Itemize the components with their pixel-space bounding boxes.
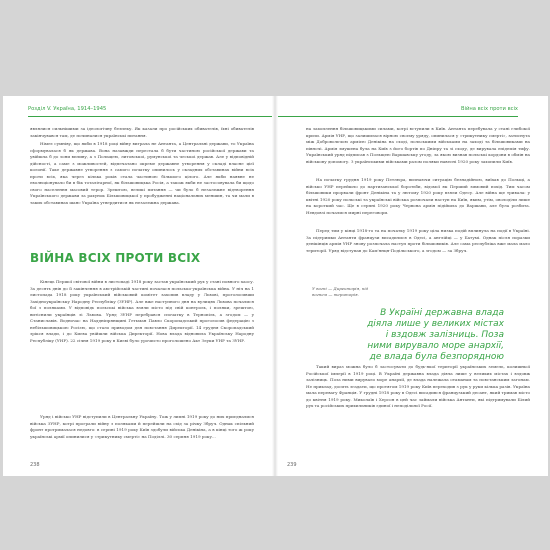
running-header-right [461, 106, 518, 112]
header-text-left: Розділ V. Україна, 1914–1945 [28, 106, 107, 112]
section-title: ВІЙНА ВСІХ ПРОТИ ВСІХ [30, 251, 201, 265]
right-page [276, 96, 548, 476]
right-paragraph-3: Перед тим у кінці 1918-го та на початку 1919 року ціла низка подій вплинула на події в Україні. За підтримки Антанти французи висадилися в Одесі, а англійці — у Батумі. Однак після поразки денікінців армія УНР знову розпочала наступ проти більшовиків. Але сама республіка вже мала мало території. Уряд відступав до Кам'янця-Подільського, а згодом — за Збруч. [306, 228, 530, 253]
intro-paragraph-1: являлися сильнішими за ідеологічну безпеку. Як казали про російських обивателів, їхні обивателів закінчувався там, де починалися українські питання. [30, 126, 254, 138]
intro-paragraph-2: Німеє сумніву, що якби в 1918 році війну виграла не Антанта, а Центральні держави, то Україна сформувалася б як держава. Вона назавжди перестала б бути частиною російської держави та увійшла б до зони впливу, а з Польщею, литовськоі, румунськоі та чеськоі держав. Але у відповідній дійсності, а саме з можливостей, відпечатано окреме державне утворення у складі власне цієї колонії. Таке державне утворення з самого початку опинилось у складних обставинах війни всіх проти всіх, яка через кілька років стала частиною більшого цілого. Але якби наявне не еволюціонувало би в бік тоталітарної, як більшовицька Росія, а також якби не застосовувала би щодо свого населення масовий терор. Зрештою, великі питання — чи було б незалежне відтворення Українського держави за рахунок Більшовицької у пробудженні національних меншин, та чи мали в таких обставинах шанс Україна утвердитися як незалежна держава. [30, 141, 254, 205]
right-paragraph-1: на захоплення більшовицькими силами, котрі вступили в Київ. Антанта перебувала у стані глибокої кризи. Армія УНР, що залишилася вірною своєму уряду, опинилася у «трикутнику смерті», затиснута між Добровольчою армією Денікіна на сході, польськими військами на заході та більшовиками на півночі. Армія змушена була на Київ з його бортів по Дніпру та зі сходу, де вирувала епідемія тифу. Український уряд підписав з Польщею Варшавську угоду, за якою визнав польські кордони в обмін на військову допомогу. З українськими військами разом поляки навесні 1920 року захопили Київ. [306, 126, 530, 164]
header-rule-right [276, 116, 518, 117]
page-number-left: 238 [30, 462, 40, 468]
page-number-right: 239 [287, 462, 297, 468]
right-paragraph-4: Такий вираз можна було б застосувати до будь-якої території українських земель, колишньої Російської імперії в 1919 році. В Україні державна влада діяла лише у великих містах і вздовж залізниць. Поза ними вирувало море анархії, де влада належала отаманам та повстанським загонам. Не приклад, досить згадати, що протягом 1919 року Київ переходив з рук у руки кілька разів. Україна мала перевагу Франція. У грудні 1918 року в Одесі висадився французький десант, який тримав місто до квітня 1919 року. Миколаїв і Херсон в цей час займали війська Антанти, які підтримували Білий рух та російських прихильників єдиної і неподільної Росії. [306, 364, 530, 408]
left-page [3, 96, 275, 476]
body-paragraph-1: Кінець Першої світової війни в листопаді 1918 року застав український рух у стані повного хаосу. За десять днів до її закінчення в австрійській частині почалася польсько-українська війна. У ніч на 1 листопада 1918 року український військовий комітет захопив владу у Львові, проголосивши Західноукраїнську Народну Республіку (ЗУНР). Але вже наступного дня на вулицях Львова почалися бої з поляками. У відповідь польські війська взяли місто під свій контроль, і поляки, зрештою, витіснили українців зі Львова. Уряд ЗУНР перебрався спочатку в Тернопіль, а згодом — у Станиславів. Водночас на Наддніпрянщині Гетьман Павло Скоропадський проголосив федерацію з небільшовицькою Росією, що стало приводом для повстання Директорії. 14 грудня Скоропадський зрікся влади, і до Києва увійшли війська Директорії. Нова влада відновила Українську Народну Республіку (УНР). 22 січня 1919 року в Києві було урочисто проголошено Акт Злуки УНР та ЗУНР. [30, 279, 254, 343]
body-paragraph-2: Уряд і військо УНР відступили в Центральну Україну. Тож у липні 1919 року до них приєдналися війська ЗУНР, котрі програли війну з поляками й перейшли на схід за річку Збруч. Однак спільний фронт протрималася недовго: в серпні 1919 року Київ здобули війська Денікіна, а в кінці того ж року українські армії опинилися у «трикутнику смерті» на Поділлі. 30 серпня 1919 року... [30, 414, 254, 439]
header-text-right: Війна всіх проти всіх [461, 106, 518, 112]
book-gutter [272, 96, 278, 476]
pull-quote: В Україні державна влада діяла лише у великих містах і вздовж залізниць. Поза ними вирувало море анархії, де влада була безпорядною [367, 308, 504, 362]
epigraph: У вогні — Директорія, під вогнем — територія. [312, 286, 369, 297]
right-paragraph-2: На початку грудня 1919 року Петлюра, визнаючи ситуацію безнадійною, виїхав до Польщі, а військо УНР перейшло до партизанської боротьби, відомої як Перший зимовий похід. Тим часом більшовики прорвали фронт Денікіна та у лютому 1920 року взяли Одесу. Але війна ще тривала: у квітні 1920 року польські та українські війська розпочали наступ на Київ, яким, утім, оволоділи лише на короткий час. Ще в серпні 1920 року Червона армія підійшла до Варшави, але була розбита. Невдовзі почалися мирні переговори. [306, 177, 530, 215]
running-header-left [28, 106, 106, 112]
header-rule-left [28, 116, 275, 117]
